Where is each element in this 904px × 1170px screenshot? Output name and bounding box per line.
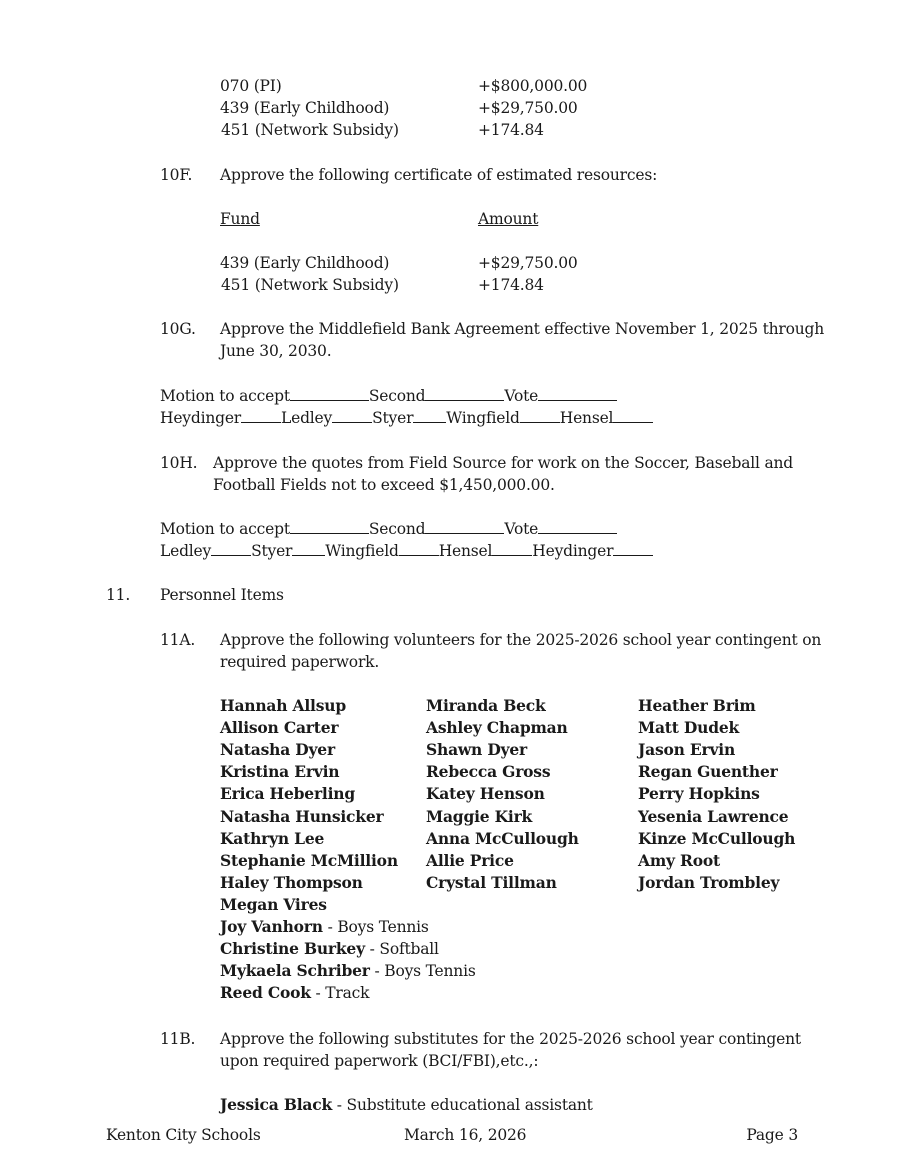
volunteer-name: Anna McCullough [426,829,579,848]
member-blank[interactable] [241,408,281,423]
volunteer-name: Natasha Hunsicker [220,807,384,826]
coach-name: Joy Vanhorn [220,917,323,936]
motion-label: Motion to accept [160,520,290,538]
volunteer-name: Jordan Trombley [638,873,780,892]
member-name: Heydinger [532,542,614,560]
volunteer-name: Natasha Dyer [220,740,335,759]
footer-page-number: Page 3 [746,1126,798,1144]
item-text: required paperwork. [220,653,380,671]
volunteer-name: Ashley Chapman [426,718,568,737]
member-blank[interactable] [332,408,372,423]
member-blank[interactable] [520,408,560,423]
item-text: Approve the following certificate of estimated resources: [220,166,658,184]
member-name: Styer [372,409,414,427]
coach-entry [220,916,429,938]
item-number: 10G. [160,320,196,338]
substitute-entry [220,1094,593,1116]
member-name: Wingfield [325,542,399,560]
coach-name: Christine Burkey [220,939,365,958]
motion-line [160,518,617,540]
motion-label: Motion to accept [160,387,290,405]
volunteer-name: Miranda Beck [426,696,546,715]
item-text: Football Fields not to exceed $1,450,000.00. [213,476,555,494]
item-number: 11A. [160,631,196,649]
fund-label: 439 (Early Childhood) [220,99,390,117]
fund-label: 439 (Early Childhood) [220,254,390,272]
coach-role: - Softball [364,940,439,958]
vote-label: Vote [504,520,539,538]
member-blank[interactable] [211,541,251,556]
fund-amount: +$29,750.00 [478,254,578,272]
item-text: Approve the following substitutes for the 2025-2026 school year contingent [220,1030,801,1048]
second-blank[interactable] [425,386,504,401]
member-name: Ledley [281,409,333,427]
member-blank[interactable] [613,408,653,423]
fund-amount: +$800,000.00 [478,77,588,95]
volunteer-name: Heather Brim [638,696,756,715]
volunteer-name: Kinze McCullough [638,829,796,848]
item-text: upon required paperwork (BCI/FBI),etc.,: [220,1052,539,1070]
volunteer-name: Yesenia Lawrence [638,807,789,826]
item-text: Approve the quotes from Field Source for work on the Soccer, Baseball and [213,454,794,472]
volunteer-name: Stephanie McMillion [220,851,398,870]
fund-amount: +174.84 [478,276,544,294]
motion-blank[interactable] [290,386,369,401]
member-name: Heydinger [160,409,242,427]
volunteer-name: Megan Vires [220,895,327,914]
member-blank[interactable] [492,541,532,556]
member-name: Styer [251,542,293,560]
fund-amount: +174.84 [478,121,544,139]
volunteer-name: Regan Guenther [638,762,778,781]
volunteer-name: Maggie Kirk [426,807,533,826]
volunteer-name: Allie Price [426,851,514,870]
second-label: Second [368,387,426,405]
substitute-role: - Substitute educational assistant [332,1096,593,1114]
item-number: 10H. [160,454,198,472]
fund-amount: +$29,750.00 [478,99,578,117]
vote-label: Vote [504,387,539,405]
fund-label: 451 (Network Subsidy) [221,276,399,294]
coach-entry [220,960,476,982]
vote-blank[interactable] [538,386,617,401]
fund-label: 451 (Network Subsidy) [221,121,399,139]
second-blank[interactable] [425,519,504,534]
item-text: Approve the Middlefield Bank Agreement effective November 1, 2025 through [220,320,825,338]
volunteer-name: Amy Root [638,851,720,870]
footer-date: March 16, 2026 [404,1126,527,1144]
substitute-name: Jessica Black [220,1095,333,1114]
coach-entry [220,938,439,960]
coach-entry [220,982,369,1004]
volunteer-name: Allison Carter [220,718,339,737]
second-label: Second [368,520,426,538]
member-name: Hensel [438,542,493,560]
volunteer-name: Perry Hopkins [638,784,760,803]
footer-org: Kenton City Schools [106,1126,261,1144]
member-name: Hensel [559,409,614,427]
section-title: Personnel Items [160,586,284,604]
member-blank[interactable] [399,541,439,556]
roll-call-line [160,540,653,562]
member-blank[interactable] [292,541,325,556]
volunteer-name: Crystal Tillman [426,873,557,892]
volunteer-name: Shawn Dyer [426,740,527,759]
fund-label: 070 (PI) [220,77,282,95]
coach-role: - Boys Tennis [369,962,476,980]
motion-blank[interactable] [290,519,369,534]
item-text: June 30, 2030. [220,342,332,360]
section-number: 11. [106,586,131,604]
member-blank[interactable] [413,408,446,423]
volunteer-name: Katey Henson [426,784,545,803]
table-header-fund: Fund [220,210,260,228]
vote-blank[interactable] [538,519,617,534]
volunteer-name: Matt Dudek [638,718,740,737]
coach-name: Mykaela Schriber [220,961,370,980]
roll-call-line [160,407,653,429]
volunteer-name: Haley Thompson [220,873,363,892]
volunteer-name: Hannah Allsup [220,696,346,715]
volunteer-name: Erica Heberling [220,784,356,803]
item-text: Approve the following volunteers for the 2025-2026 school year contingent on [220,631,822,649]
volunteer-name: Rebecca Gross [426,762,551,781]
coach-role: - Boys Tennis [322,918,429,936]
member-name: Wingfield [446,409,520,427]
volunteer-name: Kristina Ervin [220,762,340,781]
volunteer-name: Kathryn Lee [220,829,325,848]
item-number: 11B. [160,1030,196,1048]
volunteer-name: Jason Ervin [638,740,736,759]
member-name: Ledley [160,542,212,560]
item-number: 10F. [160,166,193,184]
coach-role: - Track [310,984,370,1002]
coach-name: Reed Cook [220,983,311,1002]
member-blank[interactable] [613,541,653,556]
motion-line [160,385,617,407]
table-header-amount: Amount [478,210,539,228]
